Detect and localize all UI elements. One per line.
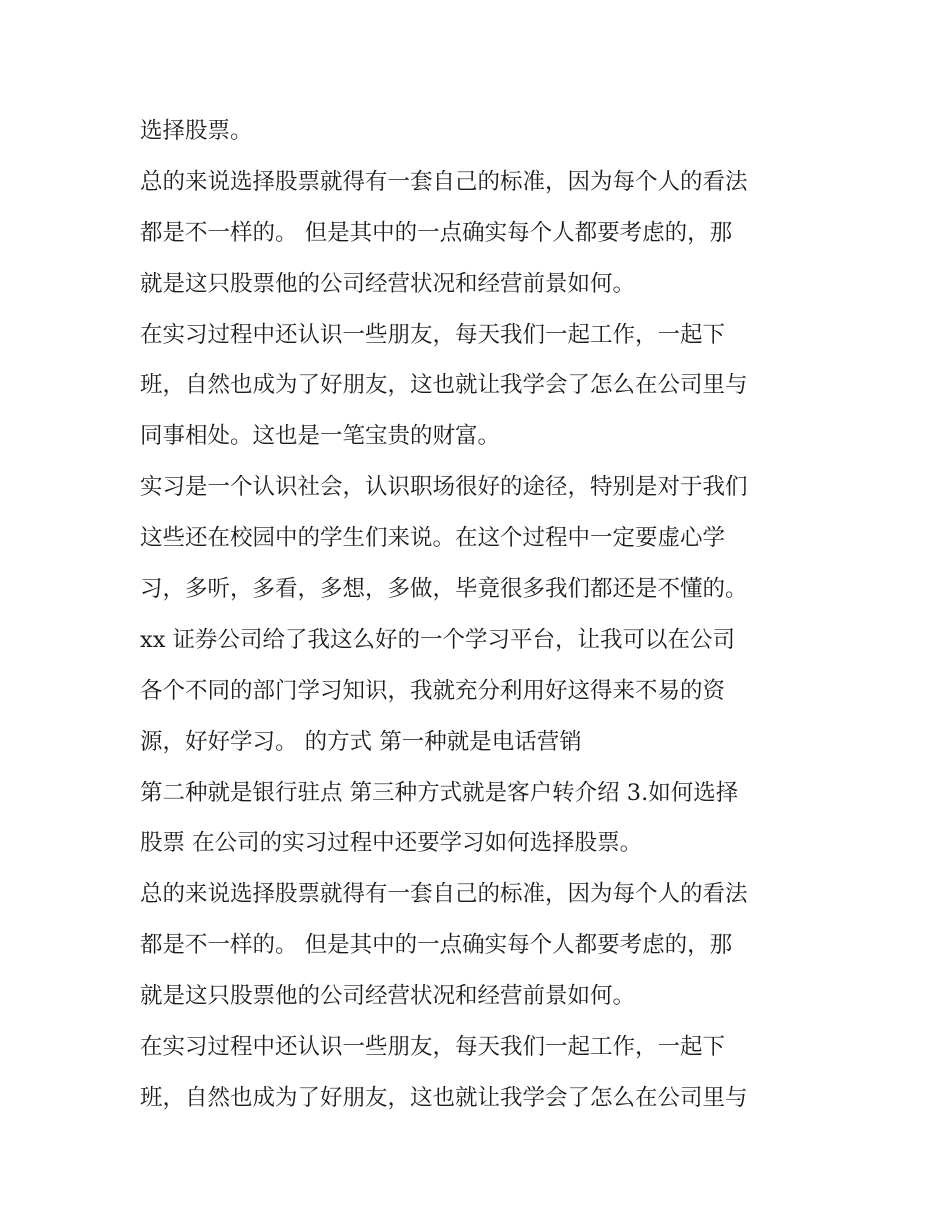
text-line: 选择股票。 — [140, 118, 253, 144]
text-line: 总的来说选择股票就得有一套自己的标准，因为每个人的看法 — [140, 881, 748, 908]
text-line: 股票 在公司的实习过程中还要学习如何选择股票。 — [140, 830, 643, 857]
text-line: 第二种就是银行驻点 第三种方式就是客户转介绍 3.如何选择 — [140, 779, 739, 806]
text-line: 源，好好学习。 的方式 第一种就是电话营销 — [140, 728, 582, 755]
text-line: 班，自然也成为了好朋友，这也就让我学会了怎么在公司里与 — [140, 372, 748, 399]
text-line: 就是这只股票他的公司经营状况和经营前景如何。 — [140, 270, 636, 297]
body-text — [140, 106, 830, 1124]
text-line: 各个不同的部门学习知识，我就充分利用好这得来不易的资 — [140, 677, 726, 704]
text-line: 在实习过程中还认识一些朋友，每天我们一起工作，一起下 — [140, 1034, 726, 1061]
text-line: 同事相处。这也是一笔宝贵的财富。 — [140, 423, 501, 450]
text-line: 习，多听，多看，多想，多做，毕竟很多我们都还是不懂的。 — [140, 576, 748, 603]
text-line: 实习是一个认识社会，认识职场很好的途径，特别是对于我们 — [140, 474, 748, 501]
text-line: 这些还在校园中的学生们来说。在这个过程中一定要虚心学 — [140, 525, 726, 552]
text-line: 都是不一样的。 但是其中的一点确实每个人都要考虑的，那 — [140, 932, 733, 959]
text-line: 都是不一样的。 但是其中的一点确实每个人都要考虑的，那 — [140, 219, 733, 246]
text-line: xx 证券公司给了我这么好的一个学习平台，让我可以在公司 — [140, 626, 736, 653]
text-line: 在实习过程中还认识一些朋友，每天我们一起工作，一起下 — [140, 321, 726, 348]
text-line: 就是这只股票他的公司经营状况和经营前景如何。 — [140, 983, 636, 1010]
text-line: 班，自然也成为了好朋友，这也就让我学会了怎么在公司里与 — [140, 1084, 748, 1111]
text-line: 总的来说选择股票就得有一套自己的标准，因为每个人的看法 — [140, 168, 748, 195]
